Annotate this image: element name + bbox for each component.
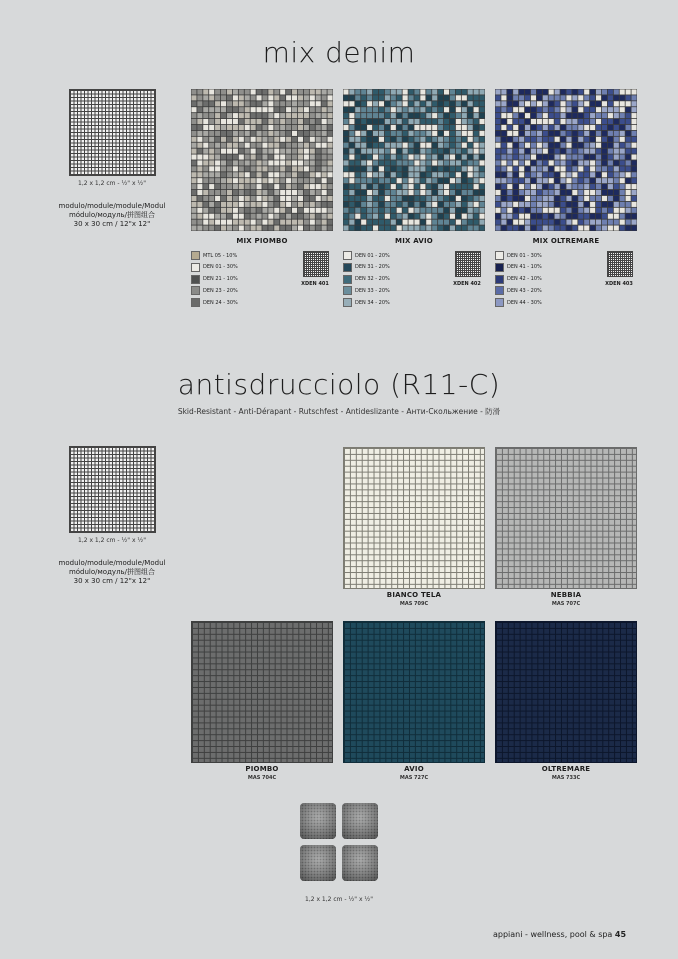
- color-swatch: [343, 251, 352, 260]
- anti-product-code: MAS 733C: [551, 775, 581, 781]
- anti-module-info: [40, 559, 184, 586]
- anti-product-code: MAS 707C: [551, 601, 581, 607]
- legend-row: [495, 297, 542, 308]
- color-swatch: [495, 251, 504, 260]
- mix-mosaic-1: [191, 89, 333, 231]
- legend-label: DEN 21 - 10%: [203, 276, 238, 283]
- legend-row: [495, 285, 542, 296]
- legend-label: DEN 24 - 30%: [203, 299, 238, 306]
- mix-legend: [191, 250, 281, 310]
- color-swatch: [191, 275, 200, 284]
- legend-label: DEN 32 - 20%: [355, 276, 390, 283]
- legend-row: [495, 250, 542, 261]
- legend-label: DEN 23 - 20%: [203, 287, 238, 294]
- xden-grid-icon: [455, 251, 481, 277]
- xden-grid-icon: [303, 251, 329, 277]
- mix-product-name: MIX AVIO: [395, 237, 433, 245]
- module-line-3: 30 x 30 cm / 12"x 12": [73, 577, 151, 585]
- anti-product-name: PIOMBO: [245, 765, 279, 773]
- legend-label: DEN 41 - 10%: [507, 264, 542, 271]
- xden-grid-icon: [607, 251, 633, 277]
- color-swatch: [495, 275, 504, 284]
- anti-mosaic-3: [191, 621, 333, 763]
- anti-product-code: MAS 727C: [399, 775, 429, 781]
- anti-product-name: BIANCO TELA: [386, 591, 442, 599]
- color-swatch: [191, 298, 200, 307]
- xden-code: XDEN 403: [605, 281, 633, 287]
- legend-label: DEN 44 - 30%: [507, 299, 542, 306]
- legend-row: [495, 274, 542, 285]
- mix-denim-title: mix denim: [262, 36, 416, 69]
- anti-mosaic-1: [343, 447, 485, 589]
- mix-product-name: MIX OLTREMARE: [532, 237, 600, 245]
- module-line-1: modulo/module/module/Modul: [58, 202, 166, 210]
- module-line-1: modulo/module/module/Modul: [58, 559, 166, 567]
- mix-product-name: MIX PIOMBO: [236, 237, 288, 245]
- color-swatch: [343, 298, 352, 307]
- legend-label: MTL 05 - 10%: [203, 252, 238, 259]
- legend-row: [191, 262, 238, 273]
- anti-product-name: NEBBIA: [550, 591, 582, 599]
- detail-tile-size: 1,2 x 1,2 cm - ½" x ½": [305, 896, 373, 903]
- mix-tile-size: 1,2 x 1,2 cm - ½" x ½": [78, 180, 146, 187]
- legend-row: [191, 297, 238, 308]
- mix-mosaic-3: [495, 89, 637, 231]
- skid-texture-icon: [298, 801, 380, 883]
- legend-label: DEN 01 - 30%: [203, 264, 238, 271]
- anti-subtitle: Skid-Resistant - Anti-Dérapant - Rutschfest - Antideslizante - Анти-Скольжение - 防滑: [177, 407, 501, 416]
- footer: [493, 930, 626, 939]
- skid-texture-detail: [298, 801, 380, 883]
- anti-title: antisdrucciolo (R11-C): [177, 368, 501, 401]
- color-swatch: [343, 286, 352, 295]
- module-line-3: 30 x 30 cm / 12"x 12": [73, 220, 151, 228]
- legend-label: DEN 33 - 20%: [355, 287, 390, 294]
- anti-product-code: MAS 704C: [247, 775, 277, 781]
- mix-module-info: [40, 202, 184, 229]
- legend-label: DEN 43 - 20%: [507, 287, 542, 294]
- page-number: 45: [614, 930, 627, 939]
- color-swatch: [191, 251, 200, 260]
- module-line-2: módulo/модуль/拼图组合: [68, 211, 156, 219]
- legend-row: [191, 274, 238, 285]
- anti-product-code: MAS 709C: [399, 601, 429, 607]
- legend-row: [191, 250, 237, 261]
- xden-code: XDEN 402: [453, 281, 481, 287]
- color-swatch: [495, 298, 504, 307]
- legend-row: [343, 262, 390, 273]
- color-swatch: [495, 286, 504, 295]
- legend-row: [343, 297, 390, 308]
- xden-code: XDEN 401: [301, 281, 329, 287]
- mix-module-grid-icon: [69, 89, 156, 176]
- legend-label: DEN 01 - 30%: [507, 252, 542, 259]
- mix-legend: [343, 250, 433, 310]
- mix-mosaic-2: [343, 89, 485, 231]
- color-swatch: [495, 263, 504, 272]
- legend-label: DEN 01 - 20%: [355, 252, 390, 259]
- footer-text: appiani - wellness, pool & spa: [493, 930, 613, 939]
- legend-row: [495, 262, 542, 273]
- legend-row: [343, 285, 390, 296]
- anti-mosaic-4: [343, 621, 485, 763]
- color-swatch: [191, 286, 200, 295]
- module-line-2: módulo/модуль/拼图组合: [68, 568, 156, 576]
- color-swatch: [343, 275, 352, 284]
- anti-product-name: AVIO: [404, 765, 424, 773]
- anti-module-grid-icon: [69, 446, 156, 533]
- anti-product-name: OLTREMARE: [541, 765, 591, 773]
- color-swatch: [191, 263, 200, 272]
- mix-legend: [495, 250, 585, 310]
- legend-label: DEN 31 - 20%: [355, 264, 390, 271]
- anti-mosaic-5: [495, 621, 637, 763]
- color-swatch: [343, 263, 352, 272]
- legend-row: [343, 274, 390, 285]
- anti-tile-size: 1,2 x 1,2 cm - ½" x ½": [78, 537, 146, 544]
- legend-row: [343, 250, 390, 261]
- legend-label: DEN 34 - 20%: [355, 299, 390, 306]
- anti-mosaic-2: [495, 447, 637, 589]
- legend-label: DEN 42 - 10%: [507, 276, 542, 283]
- legend-row: [191, 285, 238, 296]
